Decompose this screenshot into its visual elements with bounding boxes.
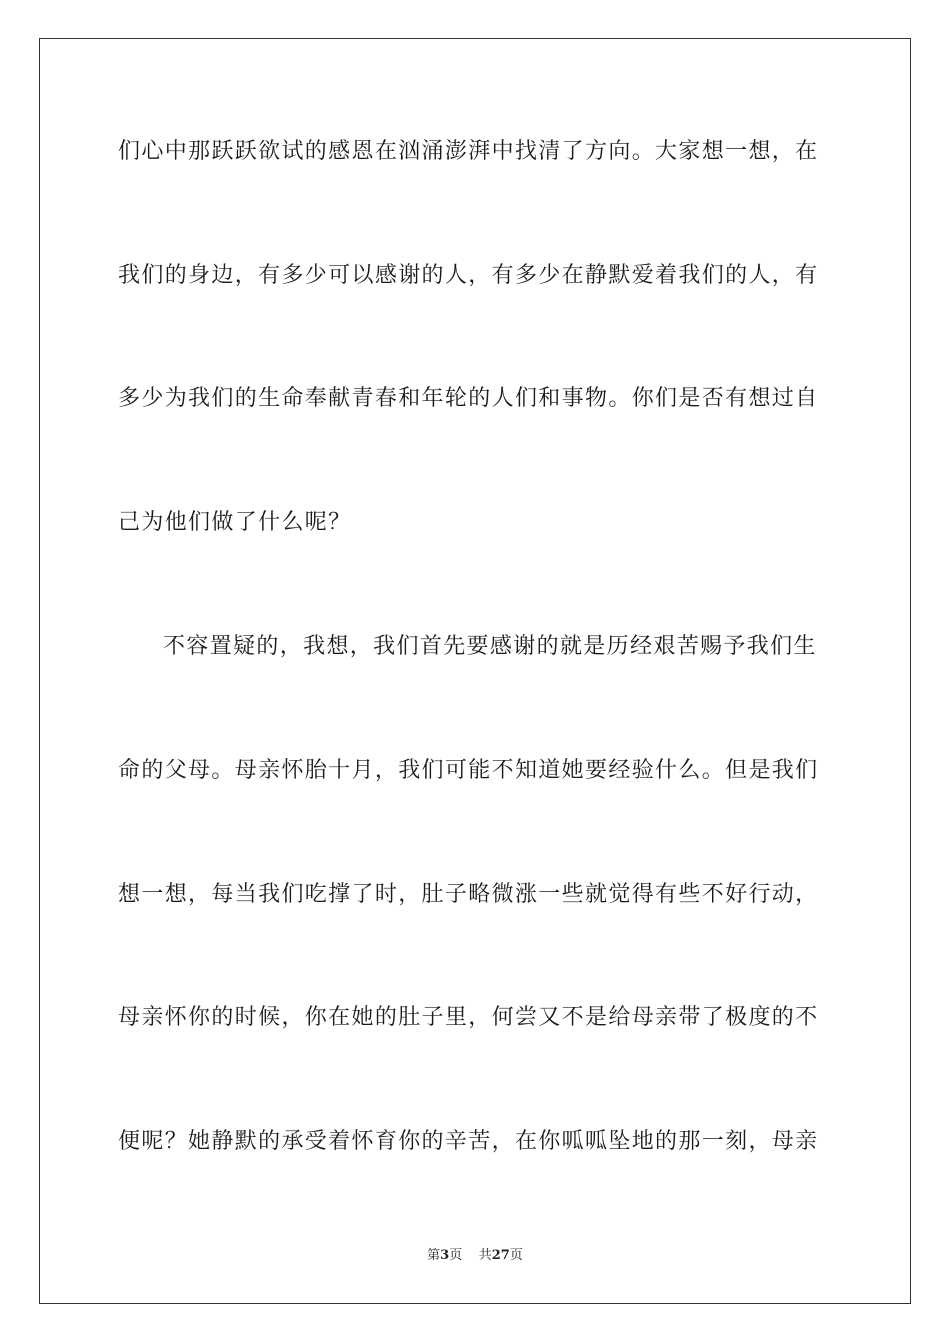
total-pages-number: 27: [491, 1248, 510, 1263]
total-prefix: 共: [478, 1248, 492, 1263]
body-text-line: 命的父母。母亲怀胎十月，我们可能不知道她要经验什么。但是我们: [118, 758, 819, 783]
current-page-number: 3: [440, 1248, 450, 1263]
body-text-line: 母亲怀你的时候，你在她的肚子里，何尝又不是给母亲带了极度的不: [118, 1005, 819, 1030]
body-text-line: 们心中那跃跃欲试的感恩在汹涌澎湃中找清了方向。大家想一想，在: [118, 139, 819, 164]
page-border: [39, 38, 911, 1304]
page-suffix: 页: [449, 1248, 463, 1263]
paragraph-first-line: 不容置疑的，我想，我们首先要感谢的就是历经艰苦赐予我们生: [163, 634, 817, 659]
body-text-line: 想一想，每当我们吃撑了时，肚子略微涨一些就觉得有些不好行动，: [118, 882, 819, 907]
body-text-line: 己为他们做了什么呢？: [118, 510, 352, 535]
page-prefix: 第: [427, 1248, 441, 1263]
total-suffix: 页: [509, 1248, 523, 1263]
body-text-line: 我们的身边，有多少可以感谢的人，有多少在静默爱着我们的人，有: [118, 263, 819, 288]
body-text-line: 便呢？她静默的承受着怀育你的辛苦，在你呱呱坠地的那一刻，母亲: [118, 1129, 819, 1154]
body-text-line: 多少为我们的生命奉献青春和年轮的人们和事物。你们是否有想过自: [118, 386, 819, 411]
page-footer: [0, 1247, 950, 1265]
